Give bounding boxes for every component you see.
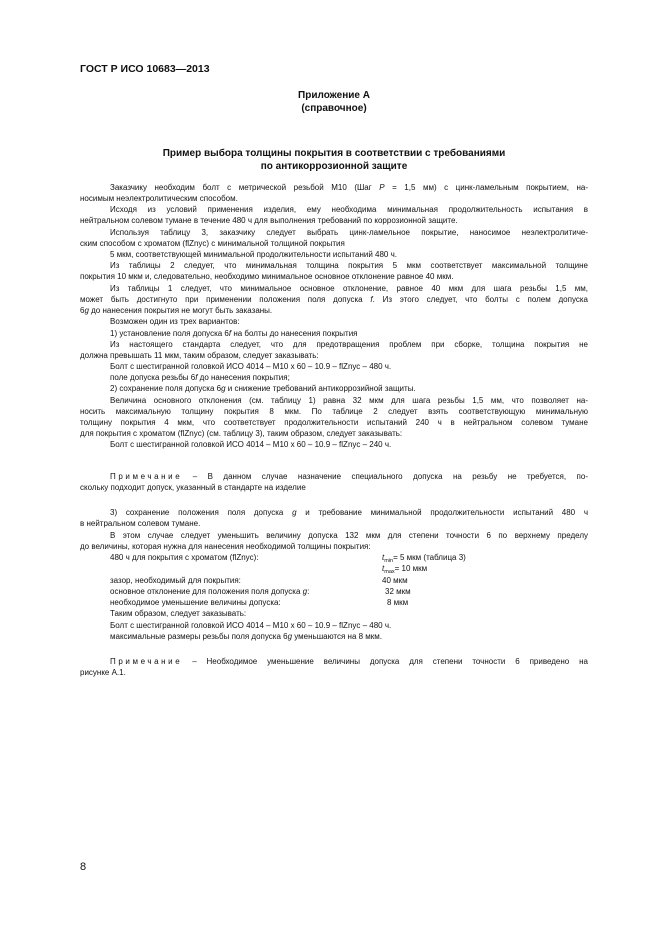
- document-header: ГОСТ Р ИСО 10683—2013: [80, 63, 210, 75]
- paragraph-line: нейтральном солевом тумане в течение 480 ч для выполнения требований по коррозионной защите.: [80, 216, 458, 225]
- calc-value: $t_{max}= 10$ мкм: [382, 564, 428, 575]
- calc-label: зазор, необходимый для покрытия:: [110, 576, 241, 585]
- paragraph-line: может быть достигнуто при применении положения поля допуска f. Из этого следует, что болты с полем допуска: [80, 295, 588, 304]
- paragraph-line: в нейтральном солевом тумане.: [80, 519, 201, 528]
- paragraph-line: Исходя из условий применения изделия, ему необходима минимальная продолжительность испытания в: [110, 205, 588, 214]
- paragraph-line: должна превышать 11 мкм, таким образом, следует заказывать:: [80, 351, 319, 360]
- paragraph-line: Болт с шестигранной головкой ИСО 4014 – М10 x 60 – 10.9 – flZnус – 480 ч.: [110, 362, 392, 371]
- paragraph-line: Болт с шестигранной головкой ИСО 4014 – М10 x 60 – 10.9 – flZnyc – 480 ч.: [110, 621, 392, 630]
- paragraph-line: покрытия 10 мкм и, следовательно, необходимо минимальное основное отклонение равное 40 мкм.: [80, 272, 454, 281]
- paragraph-line: Величина основного отклонения (см. таблицу 1) равна 32 мкм для шага резьбы 1,5 мм, что позволяет на-: [110, 396, 588, 405]
- paragraph-line: ским способом с хроматом (flZnyc) с минимальной толщиной покрытия: [80, 239, 345, 248]
- annex-title: Приложение А: [298, 90, 370, 101]
- paragraph-line: В этом случае следует уменьшить величину допуска 132 мкм для степени точности 6 по верхнему пределу: [110, 531, 588, 540]
- paragraph-line: Используя таблицу 3, заказчику следует выбрать цинк-ламельное покрытие, наносимое неэлектролитиче-: [110, 228, 588, 237]
- paragraph-line: Из таблицы 2 следует, что минимальная толщина покрытия 5 мкм соответствует максимальной толщине: [110, 261, 588, 270]
- paragraph-line: Заказчику необходим болт с метрической резьбой М10 (Шаг P = 1,5 мм) с цинк-ламельным покрытием, на-: [110, 183, 588, 192]
- paragraph-line: Из таблицы 1 следует, что минимальное основное отклонение, равное 40 мкм для шага резьбы 1,5 мм,: [110, 284, 588, 293]
- note-line: рисунке А.1.: [80, 668, 126, 677]
- note-line: Примечание – Необходимое уменьшение величины допуска для степени точности 6 приведено на: [110, 657, 588, 666]
- section-title-line2: по антикоррозионной защите: [260, 161, 408, 172]
- calc-label: 480 ч для покрытия с хроматом (flZnyc):: [110, 553, 259, 562]
- paragraph-line: поле допуска резьбы 6f до нанесения покрытия;: [110, 373, 290, 382]
- calc-value: 32 мкм: [385, 587, 411, 596]
- paragraph-line: Возможен один из трех вариантов:: [110, 317, 240, 326]
- paragraph-line: 3) сохранение положения поля допуска g и требование минимальной продолжительности испытаний 480 ч: [110, 508, 588, 517]
- note-line: Примечание – В данном случае назначение специального допуска на резьбу не требуется, по-: [110, 472, 588, 481]
- calc-label: необходимое уменьшение величины допуска:: [110, 598, 281, 607]
- page-number: 8: [80, 861, 87, 873]
- calc-value: 8 мкм: [387, 598, 409, 607]
- paragraph-line: носимым неэлектролитическим способом.: [80, 194, 238, 203]
- paragraph-line: до величины, которая нужна для нанесения необходимой толщины покрытия:: [80, 542, 371, 551]
- calc-value: 40 мкм: [382, 576, 408, 585]
- annex-subtitle: (справочное): [301, 103, 367, 114]
- section-title-line1: Пример выбора толщины покрытия в соответствии с требованиями: [162, 148, 506, 159]
- paragraph-line: 1) установление поля допуска 6f на болты до нанесения покрытия: [110, 329, 358, 338]
- paragraph-line: толщину покрытия 4 мкм, что соответствует продолжительности испытаний 240 ч в нейтральном солевом тумане: [80, 418, 588, 427]
- paragraph-line: максимальные размеры резьбы поля допуска 6g уменьшаются на 8 мкм.: [110, 632, 383, 641]
- paragraph-line: 2) сохранение поля допуска 6g и снижение требований антикоррозийной защиты.: [110, 384, 416, 393]
- paragraph-line: Болт с шестигранной головкой ИСО 4014 – М10 x 60 – 10.9 – flZnyc – 240 ч.: [110, 440, 392, 449]
- paragraph-line: 5 мкм, соответствующей минимальной продолжительности испытаний 480 ч.: [110, 250, 397, 259]
- paragraph-line: носить максимальную толщину покрытия 8 мкм. По таблице 2 следует взять соответствующую минимальную: [80, 407, 588, 416]
- paragraph-line: 6g до нанесения покрытия не могут быть заказаны.: [80, 306, 273, 315]
- note-line: скольку подходит допуск, указанный в стандарте на изделие: [80, 483, 306, 492]
- calc-label: основное отклонение для положения поля допуска g:: [110, 587, 310, 596]
- calc-value: $t_{min}= 5$ мкм (таблица 3): [382, 553, 466, 564]
- paragraph-line: Таким образом, следует заказывать:: [110, 609, 247, 618]
- paragraph-line: Из настоящего стандарта следует, что для предотвращения проблем при сборке, толщина покрытия не: [110, 340, 588, 349]
- paragraph-line: для покрытия с хроматом (flZnyc) (см. таблицу 3), таким образом, следует заказывать:: [80, 429, 403, 438]
